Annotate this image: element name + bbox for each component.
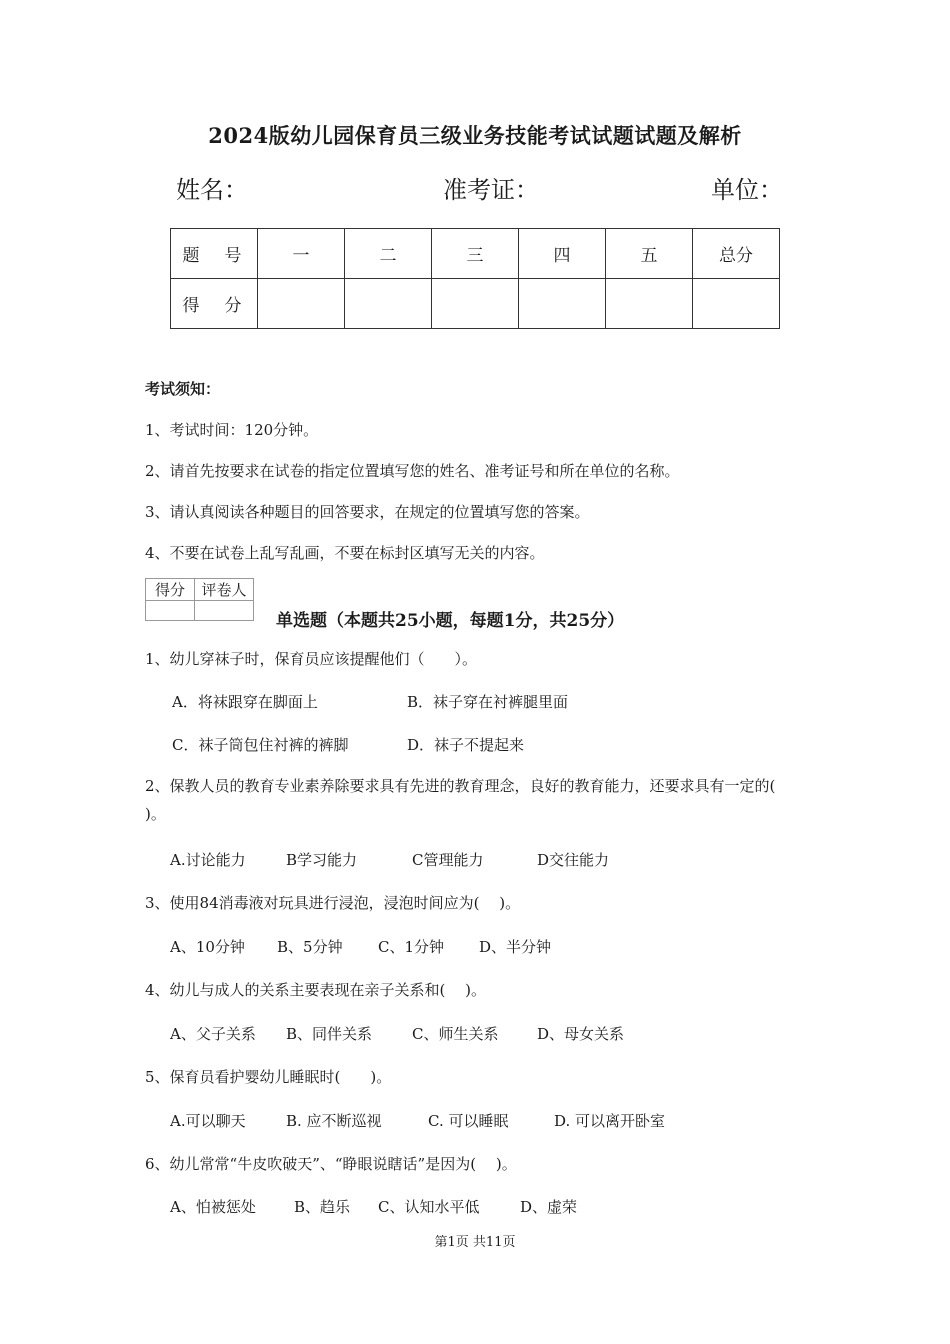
question-option: C、认知水平低 <box>378 1198 480 1216</box>
question-option: B、趋乐 <box>294 1198 351 1216</box>
score-table-score-row <box>171 279 780 329</box>
exam-number-field-label: 准考证： <box>443 176 539 204</box>
question-option: A.可以聊天 <box>170 1112 246 1130</box>
name-field-label: 姓名： <box>176 176 248 204</box>
score-table-header-cell: 二 <box>345 229 432 279</box>
question-stem: 6、幼儿常常“牛皮吹破天”、“睁眼说瞎话”是因为( )。 <box>145 1155 517 1173</box>
score-cell <box>432 279 519 329</box>
question-option: D、半分钟 <box>479 938 552 956</box>
question-option: C、1分钟 <box>378 938 445 956</box>
notice-item: 4、不要在试卷上乱写乱画，不要在标封区填写无关的内容。 <box>145 544 545 562</box>
question-option: C管理能力 <box>412 851 484 869</box>
page-footer: 第1页 共11页 <box>434 1235 516 1250</box>
question-option: B、同伴关系 <box>286 1025 373 1043</box>
score-table-header-label: 题 号 <box>171 229 258 279</box>
notice-item: 1、考试时间：120分钟。 <box>145 421 319 439</box>
score-cell <box>258 279 345 329</box>
score-cell <box>693 279 780 329</box>
score-cell <box>519 279 606 329</box>
section-title: 单选题（本题共25小题，每题1分，共25分） <box>276 611 625 631</box>
question-option: B、5分钟 <box>277 938 343 956</box>
question-option: C．袜子筒包住衬裤的裤脚 <box>172 736 349 754</box>
question-option: D. 可以离开卧室 <box>554 1112 666 1130</box>
score-table-header-cell: 三 <box>432 229 519 279</box>
notice-heading: 考试须知： <box>145 380 221 398</box>
notice-item: 3、请认真阅读各种题目的回答要求，在规定的位置填写您的答案。 <box>145 503 590 521</box>
grader-score-cell <box>146 601 195 621</box>
score-table-header-row <box>171 229 780 279</box>
question-option: A.讨论能力 <box>170 851 246 869</box>
score-table <box>170 228 780 329</box>
question-option: A、10分钟 <box>170 938 245 956</box>
question-option: D、虚荣 <box>520 1198 578 1216</box>
score-cell <box>345 279 432 329</box>
question-stem: 3、使用84消毒液对玩具进行浸泡，浸泡时间应为( )。 <box>145 894 521 912</box>
question-stem: 5、保育员看护婴幼儿睡眠时( )。 <box>145 1068 392 1086</box>
grader-score-label: 得分 <box>146 579 195 601</box>
candidate-info-line <box>176 170 782 204</box>
question-option: C、师生关系 <box>412 1025 499 1043</box>
score-table-header-cell: 总分 <box>693 229 780 279</box>
question-option: D．袜子不提起来 <box>407 736 525 754</box>
score-cell <box>606 279 693 329</box>
notice-item: 2、请首先按要求在试卷的指定位置填写您的姓名、准考证号和所在单位的名称。 <box>145 462 680 480</box>
score-table-row-label: 得 分 <box>171 279 258 329</box>
question-option: A、怕被惩处 <box>170 1198 256 1216</box>
score-table-header-cell: 五 <box>606 229 693 279</box>
question-option: D交往能力 <box>537 851 610 869</box>
question-stem: 4、幼儿与成人的关系主要表现在亲子关系和( )。 <box>145 981 487 999</box>
grader-name-label: 评卷人 <box>195 579 254 601</box>
score-table-header-cell: 一 <box>258 229 345 279</box>
grader-box <box>145 578 254 621</box>
question-option: B学习能力 <box>286 851 358 869</box>
document-title: 2024版幼儿园保育员三级业务技能考试试题试题及解析 <box>208 123 742 148</box>
score-table-header-cell: 四 <box>519 229 606 279</box>
question-stem: 1、幼儿穿袜子时，保育员应该提醒他们（ ）。 <box>145 650 478 668</box>
question-option: B．袜子穿在衬裤腿里面 <box>407 693 569 711</box>
question-option: D、母女关系 <box>537 1025 625 1043</box>
question-option: A、父子关系 <box>170 1025 256 1043</box>
question-stem: 2、保教人员的教育专业素养除要求具有先进的教育理念，良好的教育能力，还要求具有一定的( )。 <box>145 777 796 823</box>
question-option: A．将袜跟穿在脚面上 <box>172 693 318 711</box>
grader-name-cell <box>195 601 254 621</box>
question-option: B. 应不断巡视 <box>286 1112 382 1130</box>
question-option: C. 可以睡眠 <box>428 1112 509 1130</box>
unit-field-label: 单位： <box>711 176 783 204</box>
